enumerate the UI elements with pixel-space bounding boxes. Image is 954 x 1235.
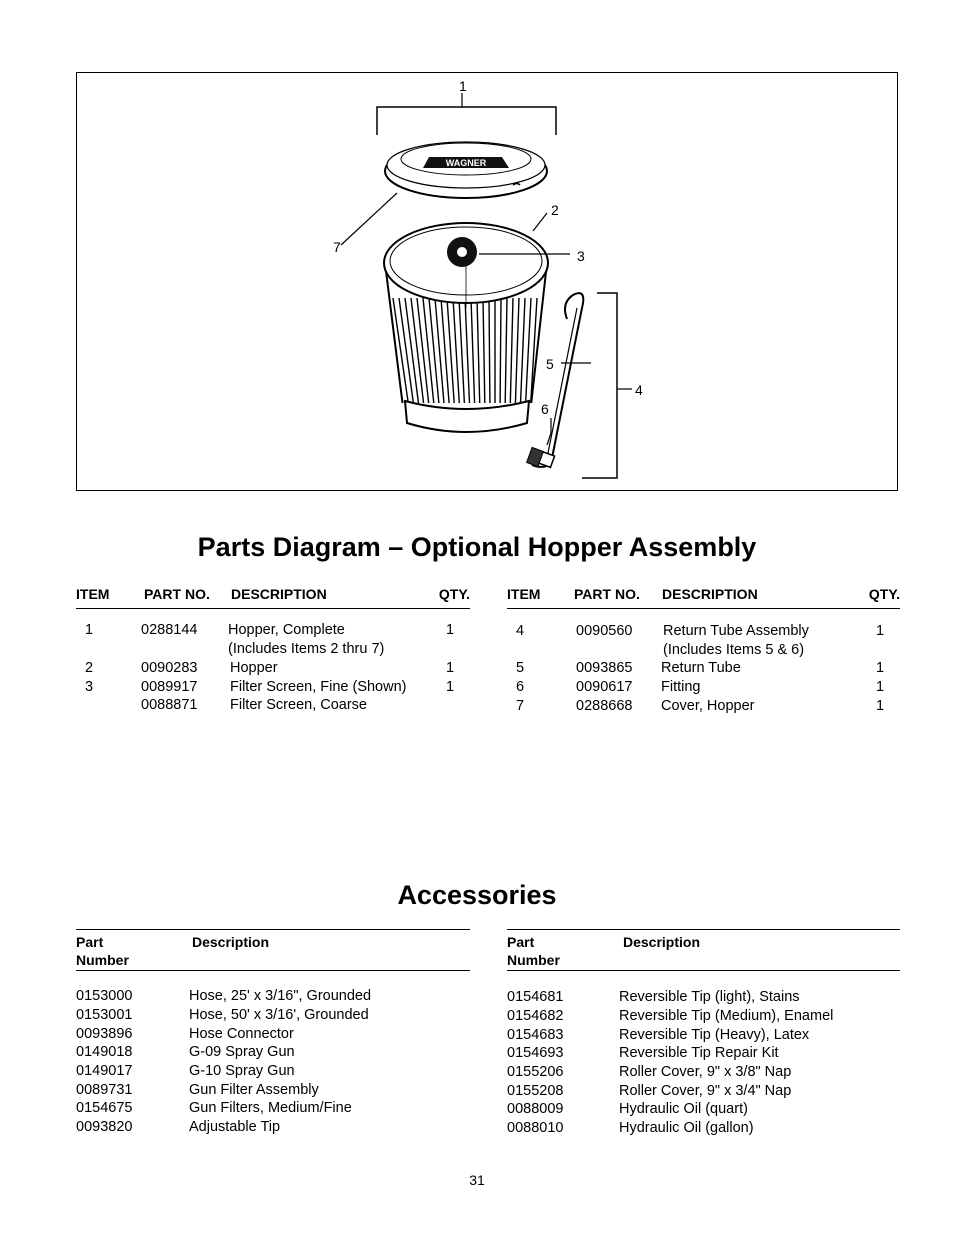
callout-2: 2 xyxy=(551,202,559,218)
header-qty: QTY. xyxy=(438,586,470,602)
parts-diagram xyxy=(76,72,898,491)
callout-3: 3 xyxy=(577,248,585,264)
parts-table-right: ITEM PART NO. DESCRIPTION QTY. 4 0090560 Return Tube Assembly 1 (Includes Items 5 & 6) 5 0093865 Return Tube 1 6 0090617 Fitting 1 7 0288668 Cover, Hopper 1 xyxy=(507,580,900,720)
header-description: DESCRIPTION xyxy=(231,586,327,602)
header-qty: QTY. xyxy=(868,586,900,602)
parts-diagram-title: Parts Diagram – Optional Hopper Assembly xyxy=(197,532,757,562)
header-item: ITEM xyxy=(76,586,110,602)
header-item: ITEM xyxy=(507,586,541,602)
callout-4: 4 xyxy=(635,382,643,398)
accessories-table-header xyxy=(76,929,470,971)
callout-1: 1 xyxy=(459,78,467,94)
header-part: Part Number xyxy=(507,934,560,968)
hopper-illustration xyxy=(77,73,899,492)
header-description: Description xyxy=(192,934,270,950)
page-number: 31 xyxy=(469,1172,485,1188)
header-description: DESCRIPTION xyxy=(662,586,758,602)
lid-brand: WAGNER xyxy=(445,158,487,168)
parts-table-header xyxy=(76,580,470,609)
header-part: Part Number xyxy=(76,934,129,968)
accessories-table-right: Part Number Description 0154681 Reversible Tip (light), Stains 0154682 Reversible Tip (Medium), Enamel 0154683 Reversible Tip (Heavy), Latex 0154693 Reversible Tip Repair Kit 0155206 Roller Cover, 9" x 3/8" Nap 0155208 Roller Cover, 9" x 3/4" Nap 0088009 Hydraulic Oil (quart) 0088010 Hydraulic Oil (gallon) xyxy=(507,929,900,1144)
accessories-title: Accessories xyxy=(397,880,557,910)
parts-table-header xyxy=(507,580,900,609)
accessories-table-left: Part Number Description 0153000 Hose, 25' x 3/16", Grounded 0153001 Hose, 50' x 3/16', Grounded 0093896 Hose Connector 0149018 G-09 Spray Gun 0149017 G-10 Spray Gun 0089731 Gun Filter Assembly 0154675 Gun Filters, Medium/Fine 0093820 Adjustable Tip xyxy=(76,929,470,1144)
accessories-table-header xyxy=(507,929,900,971)
parts-table-left: ITEM PART NO. DESCRIPTION QTY. 1 0288144 Hopper, Complete 1 (Includes Items 2 thru 7) 2 0090283 Hopper 1 3 0089917 Filter Screen, Fine (Shown) 1 0088871 Filter Screen, Coarse xyxy=(76,580,470,720)
callout-7: 7 xyxy=(333,239,341,255)
callout-6: 6 xyxy=(541,401,549,417)
header-part-no: PART NO. xyxy=(144,586,210,602)
header-part-no: PART NO. xyxy=(574,586,640,602)
callout-5: 5 xyxy=(546,356,554,372)
header-description: Description xyxy=(623,934,701,950)
